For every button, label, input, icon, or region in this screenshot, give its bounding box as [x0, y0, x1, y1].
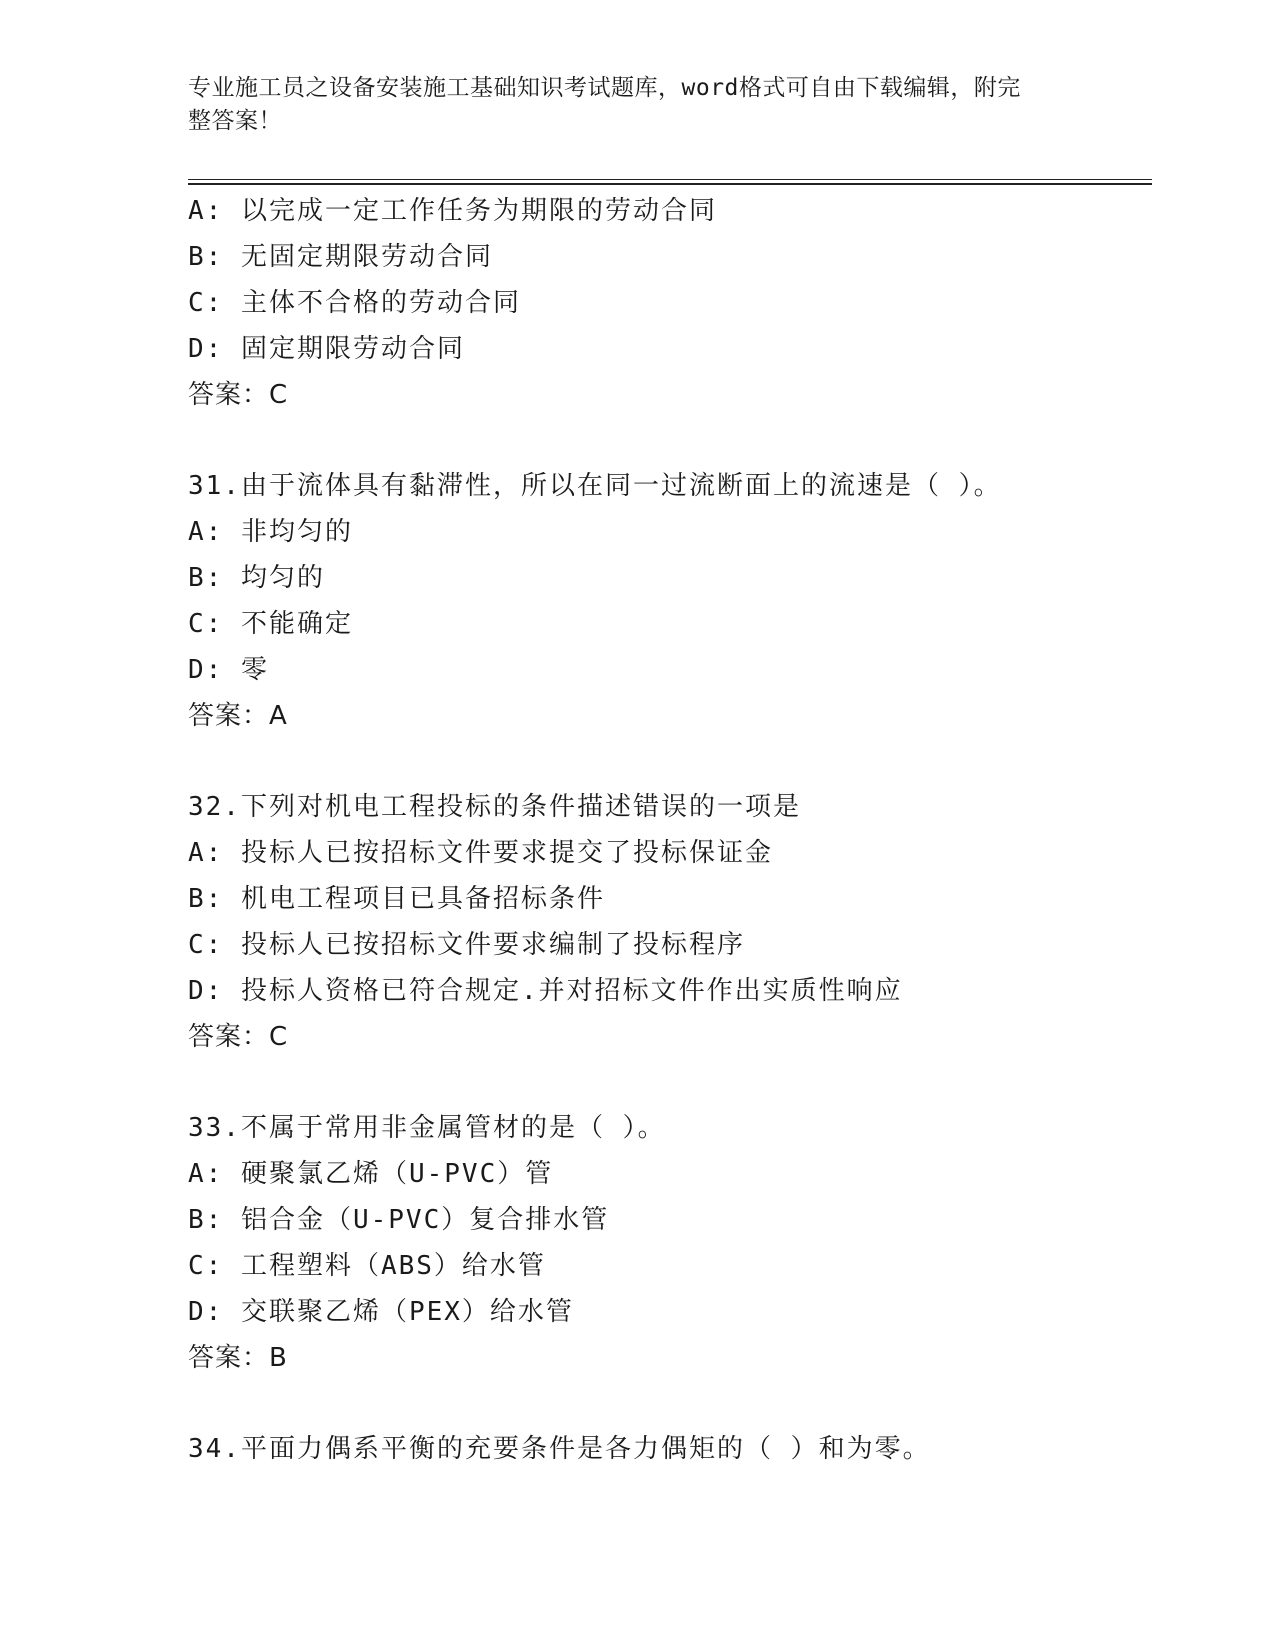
option-a: A: 投标人已按招标文件要求提交了投标保证金 — [188, 838, 773, 868]
option-d: D: 固定期限劳动合同 — [188, 334, 465, 364]
answer-label: 答案：C — [188, 1022, 289, 1052]
option-a: A: 非均匀的 — [188, 517, 353, 547]
option-d: D: 交联聚乙烯（PEX）给水管 — [188, 1297, 574, 1327]
question-text: 33.不属于常用非金属管材的是（ ）。 — [188, 1113, 666, 1143]
question-list — [188, 188, 1152, 1472]
option-c: C: 主体不合格的劳动合同 — [188, 288, 521, 318]
option-d: D: 投标人资格已符合规定.并对招标文件作出实质性响应 — [188, 976, 903, 1006]
option-b: B: 铝合金（U-PVC）复合排水管 — [188, 1205, 610, 1235]
question-text: 31.由于流体具有黏滞性，所以在同一过流断面上的流速是（ ）。 — [188, 471, 1002, 501]
option-c: C: 投标人已按招标文件要求编制了投标程序 — [188, 930, 745, 960]
option-c: C: 不能确定 — [188, 609, 353, 639]
question-text: 32.下列对机电工程投标的条件描述错误的一项是 — [188, 792, 801, 822]
spacer — [188, 1060, 1152, 1105]
answer-label: 答案：A — [188, 701, 288, 731]
spacer — [188, 739, 1152, 784]
option-a: A: 硬聚氯乙烯（U-PVC）管 — [188, 1159, 554, 1189]
header-line-1: 专业施工员之设备安装施工基础知识考试题库，word格式可自由下载编辑，附完 — [188, 75, 1021, 101]
spacer — [188, 1381, 1152, 1426]
option-a: A: 以完成一定工作任务为期限的劳动合同 — [188, 196, 717, 226]
option-b: B: 均匀的 — [188, 563, 325, 593]
answer-label: 答案：B — [188, 1343, 288, 1373]
answer-label: 答案：C — [188, 380, 289, 410]
option-b: B: 无固定期限劳动合同 — [188, 242, 493, 272]
header-divider-thick — [188, 183, 1152, 185]
question-33 — [188, 1105, 1152, 1381]
document-header — [188, 72, 1068, 138]
header-line-2: 整答案！ — [188, 108, 282, 134]
question-32 — [188, 784, 1152, 1060]
option-d: D: 零 — [188, 655, 269, 685]
question-31 — [188, 463, 1152, 739]
spacer — [188, 418, 1152, 463]
question-34 — [188, 1426, 1152, 1472]
header-divider-thin — [188, 179, 1152, 180]
option-c: C: 工程塑料（ABS）给水管 — [188, 1251, 546, 1281]
question-text: 34.平面力偶系平衡的充要条件是各力偶矩的（ ）和为零。 — [188, 1434, 931, 1464]
question-30-options — [188, 188, 1152, 418]
option-b: B: 机电工程项目已具备招标条件 — [188, 884, 605, 914]
